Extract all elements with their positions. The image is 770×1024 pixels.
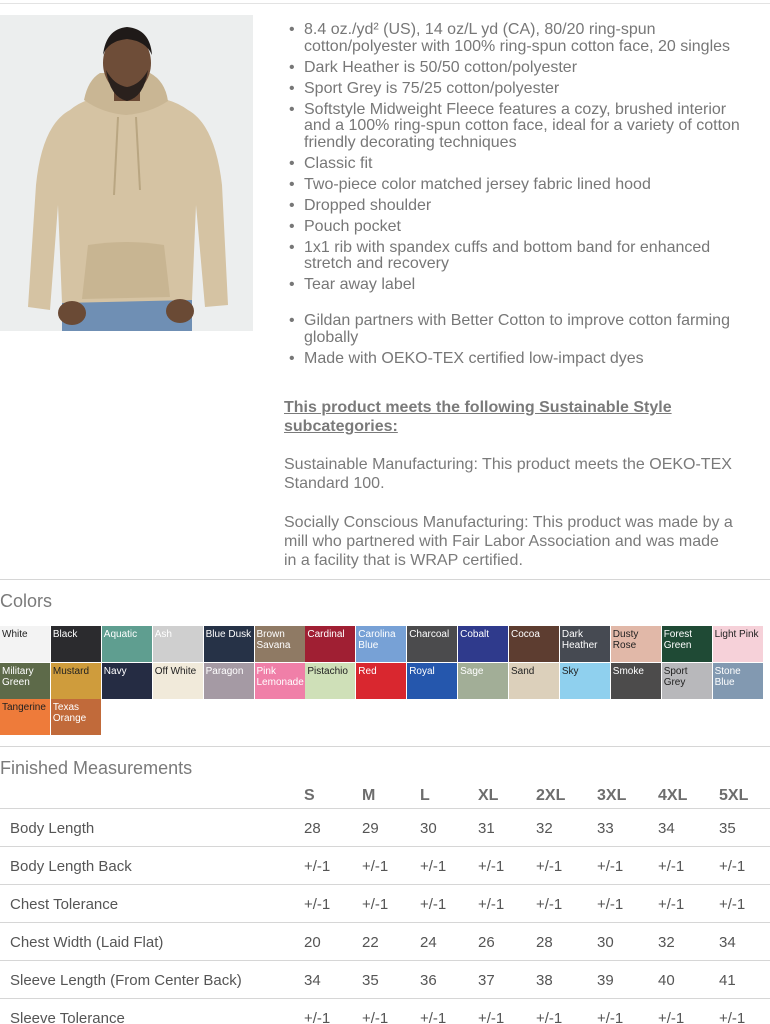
feature-item: • Dark Heather is 50/50 cotton/polyester [284, 60, 754, 77]
color-swatch-black[interactable]: Black [51, 626, 101, 662]
table-row [0, 999, 770, 1024]
measurement-value: 24 [420, 934, 437, 951]
measurement-value: +/-1 [658, 896, 685, 913]
feature-item: • Dropped shoulder [284, 198, 754, 215]
measurement-label: Chest Tolerance [10, 896, 119, 913]
color-swatch-brown-savana[interactable]: Brown Savana [255, 626, 305, 662]
size-header: 2XL [536, 787, 566, 804]
measurement-value: 30 [420, 820, 437, 837]
measurement-label: Chest Width (Laid Flat) [10, 934, 164, 951]
feature-item: • Softstyle Midweight Fleece features a cozy, brushed interior and a 100% ring-spun cotton face, ideal for a variety of cotton friendly decorating techniques [284, 102, 754, 152]
measurement-value: +/-1 [536, 896, 563, 913]
measurement-value: +/-1 [597, 896, 624, 913]
color-swatch-blue-dusk[interactable]: Blue Dusk [204, 626, 254, 662]
color-swatch-red[interactable]: Red [356, 663, 406, 699]
feature-item: • Two-piece color matched jersey fabric lined hood [284, 177, 754, 194]
measurement-value: 39 [597, 972, 614, 989]
color-swatch-charcoal[interactable]: Charcoal [407, 626, 457, 662]
size-header: S [304, 787, 315, 804]
color-swatch-pistachio[interactable]: Pistachio [305, 663, 355, 699]
table-row [0, 961, 770, 999]
measurement-value: +/-1 [536, 1010, 563, 1024]
measurement-value: 32 [536, 820, 553, 837]
measurement-value: 37 [478, 972, 495, 989]
color-swatch-dusty-rose[interactable]: Dusty Rose [611, 626, 661, 662]
measurement-label: Body Length Back [10, 858, 132, 875]
color-swatch-paragon[interactable]: Paragon [204, 663, 254, 699]
color-swatch-cocoa[interactable]: Cocoa [509, 626, 559, 662]
feature-item: • Sport Grey is 75/25 cotton/polyester [284, 81, 754, 98]
measurement-value: 36 [420, 972, 437, 989]
feature-item: • Made with OEKO-TEX certified low-impact dyes [284, 351, 754, 368]
socially-conscious-text: Socially Conscious Manufacturing: This product was made by a mill who partnered with Fair Labor Association and was made in a facility that is WRAP certified. [284, 514, 733, 569]
color-swatch-navy[interactable]: Navy [102, 663, 152, 699]
measurement-value: 41 [719, 972, 736, 989]
color-swatch-forest-green[interactable]: Forest Green [662, 626, 712, 662]
product-image [0, 15, 253, 331]
measurements-header-row [0, 782, 770, 809]
color-swatch-sport-grey[interactable]: Sport Grey [662, 663, 712, 699]
measurement-value: 28 [304, 820, 321, 837]
color-swatch-light-pink[interactable]: Light Pink [713, 626, 763, 662]
color-swatch-sage[interactable]: Sage [458, 663, 508, 699]
color-swatch-stone-blue[interactable]: Stone Blue [713, 663, 763, 699]
measurement-label: Sleeve Length (From Center Back) [10, 972, 242, 989]
measurement-value: 35 [362, 972, 379, 989]
measurement-value: +/-1 [719, 1010, 746, 1024]
table-row [0, 847, 770, 885]
measurement-value: +/-1 [362, 858, 389, 875]
feature-item: • Classic fit [284, 156, 754, 173]
section-divider [0, 746, 770, 747]
measurement-value: 34 [719, 934, 736, 951]
measurement-value: +/-1 [478, 858, 505, 875]
measurement-value: +/-1 [362, 1010, 389, 1024]
measurements-title: Finished Measurements [0, 758, 193, 778]
color-swatch-cobalt[interactable]: Cobalt [458, 626, 508, 662]
measurement-value: 38 [536, 972, 553, 989]
measurement-value: 32 [658, 934, 675, 951]
color-swatch-tangerine[interactable]: Tangerine [0, 699, 50, 735]
measurement-value: 26 [478, 934, 495, 951]
measurement-value: 33 [597, 820, 614, 837]
measurement-value: 20 [304, 934, 321, 951]
measurement-value: +/-1 [536, 858, 563, 875]
color-swatch-sky[interactable]: Sky [560, 663, 610, 699]
feature-item: • Tear away label [284, 277, 754, 294]
measurement-value: +/-1 [658, 858, 685, 875]
size-header: L [420, 787, 430, 804]
section-divider [0, 579, 770, 580]
size-header: 3XL [597, 787, 627, 804]
sustainable-manufacturing-text: Sustainable Manufacturing: This product meets the OEKO-TEX Standard 100. [284, 456, 732, 492]
measurement-value: +/-1 [362, 896, 389, 913]
color-swatch-white[interactable]: White [0, 626, 50, 662]
measurement-value: +/-1 [420, 1010, 447, 1024]
color-swatch-dark-heather[interactable]: Dark Heather [560, 626, 610, 662]
color-swatch-grid [0, 626, 770, 736]
measurement-value: +/-1 [719, 858, 746, 875]
feature-list [284, 22, 754, 372]
measurement-value: 35 [719, 820, 736, 837]
table-row [0, 885, 770, 923]
color-swatch-smoke[interactable]: Smoke [611, 663, 661, 699]
measurement-value: 40 [658, 972, 675, 989]
measurement-value: 34 [304, 972, 321, 989]
model-hoodie-illustration [0, 15, 253, 331]
feature-item: • 8.4 oz./yd² (US), 14 oz/L yd (CA), 80/20 ring-spun cotton/polyester with 100% ring-spun cotton face, 20 singles [284, 22, 754, 55]
size-header: 4XL [658, 787, 688, 804]
measurement-value: 29 [362, 820, 379, 837]
color-swatch-ash[interactable]: Ash [153, 626, 203, 662]
table-row [0, 809, 770, 847]
measurement-value: +/-1 [658, 1010, 685, 1024]
size-header: M [362, 787, 376, 804]
measurement-value: 34 [658, 820, 675, 837]
color-swatch-royal[interactable]: Royal [407, 663, 457, 699]
measurement-value: 28 [536, 934, 553, 951]
measurement-value: 31 [478, 820, 495, 837]
measurement-label: Body Length [10, 820, 95, 837]
color-swatch-aquatic[interactable]: Aquatic [102, 626, 152, 662]
feature-item: • Gildan partners with Better Cotton to improve cotton farming globally [284, 313, 754, 346]
color-swatch-cardinal[interactable]: Cardinal [305, 626, 355, 662]
sustainable-style-heading[interactable]: This product meets the following Sustainable Style subcategories: [284, 399, 672, 435]
size-header: 5XL [719, 787, 749, 804]
measurement-value: 30 [597, 934, 614, 951]
color-swatch-sand[interactable]: Sand [509, 663, 559, 699]
measurement-value: +/-1 [597, 1010, 624, 1024]
measurement-value: +/-1 [597, 858, 624, 875]
color-swatch-mustard[interactable]: Mustard [51, 663, 101, 699]
color-swatch-texas-orange[interactable]: Texas Orange [51, 699, 101, 735]
color-swatch-military-green[interactable]: Military Green [0, 663, 50, 699]
measurements-table [0, 782, 770, 1024]
measurement-value: +/-1 [304, 896, 331, 913]
measurement-value: +/-1 [719, 896, 746, 913]
feature-item: • Pouch pocket [284, 219, 754, 236]
feature-item: • 1x1 rib with spandex cuffs and bottom band for enhanced stretch and recovery [284, 240, 754, 273]
colors-title: Colors [0, 591, 53, 611]
measurement-value: +/-1 [478, 896, 505, 913]
measurement-value: +/-1 [420, 896, 447, 913]
measurement-value: 22 [362, 934, 379, 951]
measurement-value: +/-1 [478, 1010, 505, 1024]
measurement-label: Sleeve Tolerance [10, 1010, 125, 1024]
table-row [0, 923, 770, 961]
size-header: XL [478, 787, 499, 804]
color-swatch-pink-lemonade[interactable]: Pink Lemonade [255, 663, 305, 699]
measurement-value: +/-1 [420, 858, 447, 875]
color-swatch-carolina-blue[interactable]: Carolina Blue [356, 626, 406, 662]
measurement-value: +/-1 [304, 1010, 331, 1024]
top-divider [0, 3, 770, 4]
color-swatch-off-white[interactable]: Off White [153, 663, 203, 699]
measurement-value: +/-1 [304, 858, 331, 875]
